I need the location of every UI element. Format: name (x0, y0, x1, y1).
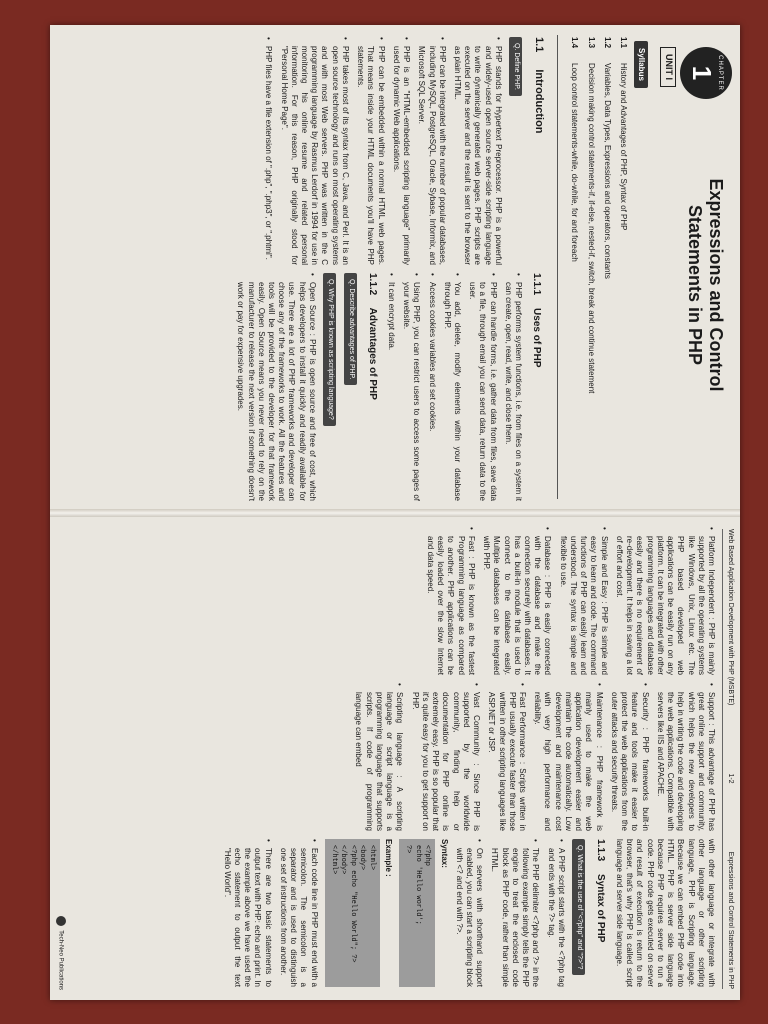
list-item: • Platform Independent : PHP is mainly supported by all the operating systems like Windows, Unix, Linux etc. The PHP based developed web applications can be easily run on any platform. It can be integrated with other programming languages and database easily and there is no requirement of re-development. It helps in saving a lot of effort and cost. (614, 527, 716, 675)
syllabus-num: 1.1 (619, 37, 628, 49)
left-page (50, 25, 740, 509)
paragraph: • PHP can be integrated with the number of popular databases, including MySQL, PostgreSQL, Oracle, Sybase, Informix, and Microsoft SQL Server. (416, 37, 447, 265)
code-line: <html> (367, 845, 376, 871)
book-page (50, 25, 740, 1000)
list-item: • Database : PHP is easily connected with the database and make the connection securely with databases. It has a built-in module that is used to connect to the database easily. Multiple databases can be integrated with PHP. (481, 527, 553, 675)
code-line: <body> (358, 845, 367, 871)
page-number: 1-2 (727, 773, 734, 784)
subsection-title: Uses of PHP (531, 308, 542, 368)
subsection-heading (365, 273, 378, 501)
paragraph: • PHP files have a file extension of ".php", ".php3", or ".phtml". (263, 37, 273, 265)
syllabus-item (585, 37, 595, 497)
list-item: • It can encrypt data. (386, 273, 396, 501)
unit-tag: UNIT I (660, 47, 676, 87)
running-head-left: Web Based Application Development with PHP (MSBTE) (727, 529, 734, 706)
list-item: • On servers with shorthand support enabled, you can start a scripting block with <? and end with ?>. (454, 839, 485, 987)
syllabus-num: 1.4 (570, 37, 580, 49)
section-title: Introduction (533, 69, 545, 134)
code-line: </body> (339, 845, 348, 875)
question-tag: Q. Define PHP. (509, 37, 522, 96)
list-item: • Simple and Easy : PHP is simple and easy to learn and code. The command functions of PHP can easily learn and understood. The syntax is simple and flexible to use. (557, 527, 608, 675)
syllabus-item (569, 37, 579, 497)
list-item: • You add, delete, modify elements within your database through PHP. (442, 273, 462, 501)
subsection-number: 1.1.2 (366, 273, 378, 296)
example-code-box (325, 839, 380, 987)
code-line: <?php (423, 845, 432, 867)
example-label: Example : (384, 839, 394, 877)
syllabus-text: History and Advantages of PHP, Syntax of PHP (619, 63, 628, 231)
syllabus-text: Loop control statements-while, do-while, for and foreach (570, 63, 580, 262)
left-column-1 (258, 37, 550, 265)
publisher-logo-icon (56, 916, 66, 926)
rotated-spread (50, 25, 740, 1000)
divider (557, 35, 558, 499)
list-item: • Maintenance : PHP framework is mainly used to make the web application development easier and maintain the code automatically. Low development and maintenance cost with very high performance and reliability. (532, 683, 604, 831)
list-item: • Fast : PHP is known as the fastest Programming language as compared to another. PHP applications can be easily loaded over the slow Internet and data speed. (425, 527, 476, 675)
list-item: • There are two basic statements to output text with PHP: echo and print. In the example above we have used the echo statement to output the text "Hello World". (221, 839, 272, 987)
list-item: • Open Source : PHP is open source and free of cost, which helps developers to install it quickly and readily available for use. There are a lot of PHP frameworks and developer can choose any of the frameworks to work. All the features and tools will be provided to the developer for that framework easily. Open Source means you never need to rely on the manufacturer to release the next version if something doesn't work or pay for expensive upgrades. (235, 273, 317, 501)
question-tag: Q. Why PHP is known as scripting language? (323, 273, 336, 426)
section-heading (532, 37, 546, 265)
code-line: echo 'Hello world'; (413, 845, 422, 925)
publisher-name: Tech-Neo Publications (57, 930, 64, 990)
book-spine (50, 509, 740, 517)
code-line: ?> (404, 845, 413, 854)
paragraph: • PHP stands for Hypertext Preprocessor. PHP is a powerful and widely-used open source server-side scripting language to write dynamically generated web pages. PHP scripts are executed on the server and the result is sent to the browser as plain HTML. (452, 37, 503, 265)
question-tag: Q. What is the use of "<?php" and "?>"? (572, 839, 585, 975)
list-item: • Each code line in PHP must end with a semicolon. The semicolon is a separator and is used to distinguish one set of instructions from another. (278, 839, 319, 987)
syllabus-num: 1.2 (602, 37, 612, 49)
syllabus-item (618, 37, 628, 497)
syntax-code-box (399, 839, 435, 987)
subsection-number: 1.1.1 (531, 273, 542, 296)
list-item: • Fast Performance : Scripts written in PHP usually execute faster than those written in other scripting languages like ASP.NET or JSP. (486, 683, 527, 831)
chapter-number: 1 (687, 65, 718, 81)
paragraph: • PHP takes most of its syntax from C, Java, and Perl. It is an open source technology and runs on most operating systems and with most Web servers. PHP was written in the C programming language by Rasmus Lerdorf in 1994 for use in monitoring his online resume and related personal information. For this reason, PHP originally stood for "Personal Home Page". (278, 37, 350, 265)
list-item: • PHP can handle forms, i.e. gather data from files, save data to a file, through email you can send data, return data to the user. (467, 273, 498, 501)
right-column-3 (216, 839, 716, 987)
subsection-heading (529, 273, 542, 501)
subsection-heading (593, 839, 606, 987)
list-item: • The PHP delimiter <?php and ?> in the following example simply tells the PHP engine to treat the enclosed code block as PHP code, rather than simple HTML. (489, 839, 540, 987)
subsection-number: 1.1.3 (594, 839, 606, 862)
syllabus-text: Variables, Data Types, Expressions and operators, constants (602, 63, 612, 279)
chapter-badge (680, 47, 732, 99)
list-item: • A PHP script starts with the <?php tag and ends with the ?> tag. (545, 839, 565, 987)
chapter-label: CHAPTER (716, 55, 723, 91)
syllabus-tag: Syllabus (634, 41, 648, 88)
paragraph: • PHP is an "HTML-embedded scripting language" primarily used for dynamic Web applications. (391, 37, 411, 265)
question-tag: Q. Describe advantages of PHP. (344, 273, 357, 385)
paragraph: with other language or integrate with other language or other scripting language, PHP is Scripting language. Because we can embed PHP code into HTML. PHP is server side language because PHP requires server to run a code. PHP code gets executed on server and result of execution is return to the browser, that's why PHP is called script language and server side language. (614, 839, 716, 987)
list-item: • Access cookies variables and set cookies. (426, 273, 436, 501)
running-head-right: Expressions and Control Statements in PHP (727, 851, 734, 989)
right-column-1 (420, 527, 716, 675)
right-page (50, 517, 740, 1000)
list-item: • Vast Community : Since PHP is supported by the worldwide community, finding help or documentation for PHP online is extremely easy. PHP is so popular that it's quite easy for you to get support on PHP. (409, 683, 481, 831)
syllabus-list (563, 37, 628, 497)
syllabus-text: Decision making control statements-if, if-else, nested-if, switch, break and continue statement (586, 63, 596, 394)
running-head (722, 529, 734, 989)
right-column-2 (348, 683, 716, 831)
list-item: • Scripting language : A scripting language or script language is a programming language that supports scripts. If code of programming language can embed (353, 683, 404, 831)
publisher-mark (56, 916, 66, 990)
section-number: 1.1 (533, 37, 545, 53)
subsection-title: Syntax of PHP (594, 874, 606, 943)
list-item: • PHP performs system functions, i.e. from files on a system it can create, open, read, write, and close them. (503, 273, 523, 501)
code-line: </html> (330, 845, 339, 875)
subsection-title: Advantages of PHP (366, 307, 378, 400)
list-item: • Support : This advantage of PHP has great online support and community, which helps the new developers to help in writing the code and developing the web applications. Compatible with servers like IIS and APACHE. (655, 683, 716, 831)
code-line: <?php echo "Hello World"; ?> (348, 845, 357, 963)
list-item: • Security : PHP frameworks built-in feature and tools make it easier to protect the web applications from the outer attacks and security threats. (609, 683, 650, 831)
list-item: • Using PHP, you can restrict users to access some pages of your website. (401, 273, 421, 501)
syntax-label: Syntax: (439, 839, 449, 868)
syllabus-num: 1.3 (586, 37, 596, 49)
syllabus-item (602, 37, 612, 497)
paragraph: • PHP can be embedded within a normal HTML web pages. That means inside your HTML documents you'll have PHP statements. (355, 37, 386, 265)
left-column-2 (230, 273, 550, 501)
chapter-title: Expressions and Control Statements in PHP (685, 178, 726, 392)
